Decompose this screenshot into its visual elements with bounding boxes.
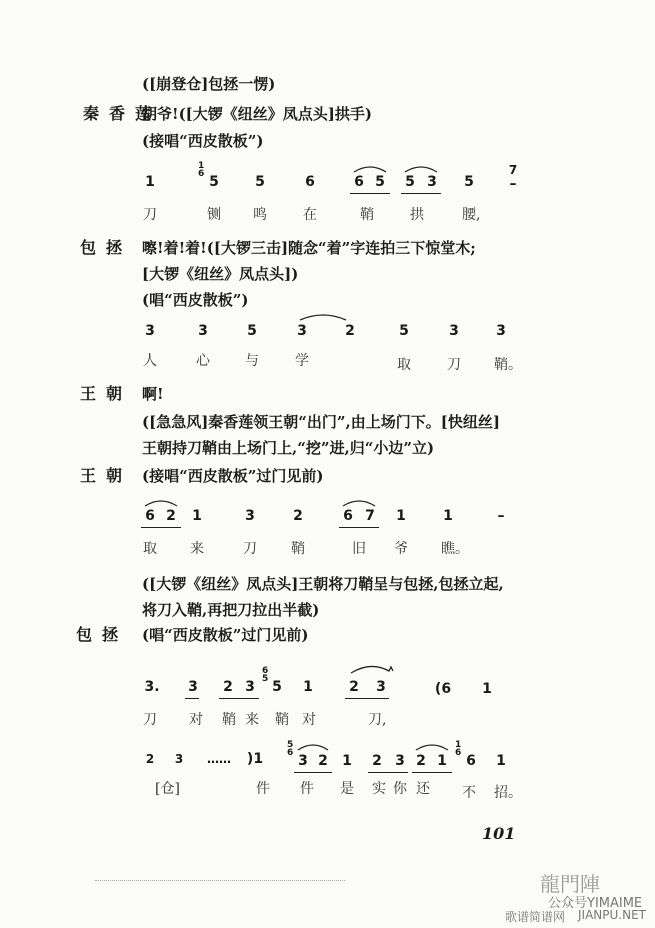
ellipsis: …… bbox=[207, 752, 231, 766]
percussion-bracket: [仓] bbox=[155, 781, 180, 797]
lyric: 对 bbox=[302, 712, 316, 728]
note: 2 bbox=[345, 323, 355, 339]
note: 2 bbox=[349, 679, 359, 695]
note: 1 bbox=[482, 681, 492, 697]
lyric: 招。 bbox=[494, 785, 522, 801]
slur bbox=[352, 162, 388, 174]
grace-note: 1 6 bbox=[455, 740, 462, 758]
role-bao-zheng-2: 包拯 bbox=[76, 625, 129, 644]
lyric: 与 bbox=[245, 353, 259, 369]
dash: – bbox=[509, 176, 517, 192]
lyric: 刀 bbox=[447, 357, 461, 373]
stage-direction-2: (接唱“西皮散板”) bbox=[142, 132, 264, 150]
slur bbox=[414, 740, 450, 752]
note: 1 bbox=[496, 753, 506, 769]
lyric: 腰, bbox=[462, 207, 481, 223]
underline bbox=[294, 772, 332, 773]
lyric: 取 bbox=[397, 357, 411, 373]
lyric: 鞘 bbox=[222, 712, 236, 728]
slur bbox=[349, 661, 393, 675]
role-bao-zheng: 包拯 bbox=[80, 238, 133, 257]
underline bbox=[339, 527, 379, 528]
note: 5 bbox=[255, 174, 265, 190]
note: 7 bbox=[365, 508, 375, 524]
stage-direction-6: 王朝持刀鞘由上场门上,“挖”进,归“小边”立) bbox=[142, 439, 435, 457]
note: 1 bbox=[443, 508, 453, 524]
lyric: 是 bbox=[340, 781, 354, 797]
lyric: 你 bbox=[393, 781, 407, 797]
lyric: 鞘 bbox=[360, 207, 374, 223]
note: 3 bbox=[188, 679, 198, 695]
underline bbox=[141, 527, 181, 528]
watermark-logo: 龍門陣 bbox=[540, 872, 600, 896]
note: 3 bbox=[245, 508, 255, 524]
note: 3 bbox=[298, 753, 308, 769]
lyric: 人 bbox=[143, 353, 157, 369]
note: 2 bbox=[145, 752, 155, 766]
note: 7 bbox=[508, 163, 518, 177]
note: 1 bbox=[342, 753, 352, 769]
note: 1 bbox=[145, 174, 155, 190]
note: 5 bbox=[272, 679, 282, 695]
slur bbox=[143, 496, 179, 508]
watermark-account: 公众号YIMAIME bbox=[548, 896, 643, 911]
lyric: 鞘 bbox=[291, 541, 305, 557]
lyric: 件 bbox=[256, 781, 270, 797]
lyric: 拱 bbox=[410, 207, 424, 223]
dialogue-wang-1: 啊! bbox=[142, 385, 164, 403]
role-wang-chao-2: 王朝 bbox=[80, 466, 133, 485]
note: 6 bbox=[466, 753, 476, 769]
lyric: 在 bbox=[303, 207, 317, 223]
underline bbox=[350, 193, 390, 194]
note: 6 bbox=[145, 508, 155, 524]
slur bbox=[341, 496, 377, 508]
dialogue-qin-1: 胡爷!([大锣《纽丝》凤点头]拱手) bbox=[142, 105, 372, 123]
lyric: 刀 bbox=[143, 712, 157, 728]
underline bbox=[219, 698, 259, 699]
lyric: 还 bbox=[416, 781, 430, 797]
note: )1 bbox=[246, 751, 264, 767]
stage-direction-1: ([崩登仓]包拯一愣) bbox=[142, 75, 276, 93]
lyric: 鞘 bbox=[275, 712, 289, 728]
note: 1 bbox=[396, 508, 406, 524]
underline bbox=[412, 772, 452, 773]
note: 3 bbox=[297, 323, 307, 339]
note: 3 bbox=[449, 323, 459, 339]
stage-direction-3: [大锣《纽丝》凤点头]) bbox=[142, 265, 299, 283]
underline bbox=[368, 772, 408, 773]
lyric: 鞘。 bbox=[494, 357, 522, 373]
stage-direction-9: 将刀入鞘,再把刀拉出半截) bbox=[142, 601, 320, 619]
lyric: 实 bbox=[372, 781, 386, 797]
note: 3 bbox=[395, 753, 405, 769]
grace-note: 6 5 bbox=[262, 666, 269, 684]
stage-direction-10: (唱“西皮散板”过门见前) bbox=[142, 626, 309, 644]
note: 1 bbox=[303, 679, 313, 695]
lyric: 鸣 bbox=[253, 207, 267, 223]
note: 3 bbox=[427, 174, 437, 190]
note: 2 bbox=[372, 753, 382, 769]
lyric: 旧 bbox=[352, 541, 366, 557]
underline bbox=[401, 193, 441, 194]
slur bbox=[403, 162, 439, 174]
grace-note: 5 6 bbox=[287, 740, 294, 758]
lyric: 取 bbox=[143, 541, 157, 557]
note: 1 bbox=[437, 753, 447, 769]
note: 2 bbox=[223, 679, 233, 695]
lyric: 心 bbox=[196, 353, 210, 369]
note: 6 bbox=[354, 174, 364, 190]
note: (6 bbox=[434, 681, 452, 697]
lyric: 刀, bbox=[368, 712, 387, 728]
note: 6 bbox=[343, 508, 353, 524]
lyric: 刀 bbox=[143, 207, 157, 223]
underline bbox=[345, 698, 389, 699]
note: 5 bbox=[247, 323, 257, 339]
watermark-site-2: JIANPU.NET bbox=[578, 908, 646, 922]
note: 1 bbox=[192, 508, 202, 524]
note: 3 bbox=[496, 323, 506, 339]
stage-direction-7: (接唱“西皮散板”过门见前) bbox=[142, 467, 324, 485]
lyric: 不 bbox=[462, 785, 476, 801]
slur bbox=[298, 310, 348, 322]
note: 5 bbox=[464, 174, 474, 190]
underline bbox=[185, 698, 199, 699]
note: 3. bbox=[144, 679, 160, 695]
role-qin-xianglian: 秦香莲 bbox=[83, 104, 162, 123]
stage-direction-5: ([急急风]秦香莲领王朝“出门”,由上场门下。[快纽丝] bbox=[142, 413, 500, 431]
lyric: 刀 bbox=[243, 541, 257, 557]
stage-direction-8: ([大锣《纽丝》凤点头]王朝将刀鞘呈与包拯,包拯立起, bbox=[142, 575, 504, 593]
watermark-site: 歌谱简谱网 bbox=[505, 910, 566, 924]
note: 3 bbox=[174, 752, 184, 766]
note: 5 bbox=[405, 174, 415, 190]
note: 2 bbox=[416, 753, 426, 769]
note: 5 bbox=[399, 323, 409, 339]
lyric: 来 bbox=[245, 712, 259, 728]
note: 3 bbox=[376, 679, 386, 695]
lyric: 对 bbox=[189, 712, 203, 728]
grace-note: 1 6 bbox=[198, 161, 205, 179]
note: 6 bbox=[305, 174, 315, 190]
note: 3 bbox=[198, 323, 208, 339]
note: 2 bbox=[318, 753, 328, 769]
dash: – bbox=[497, 508, 505, 524]
note: 2 bbox=[293, 508, 303, 524]
note: 5 bbox=[375, 174, 385, 190]
lyric: 件 bbox=[300, 781, 314, 797]
lyric: 来 bbox=[190, 541, 204, 557]
lyric: 瞧。 bbox=[441, 541, 469, 557]
stage-direction-4: (唱“西皮散板”) bbox=[142, 291, 249, 309]
lyric: 学 bbox=[295, 353, 309, 369]
note: 2 bbox=[166, 508, 176, 524]
note: 5 bbox=[209, 174, 219, 190]
scan-noise bbox=[95, 880, 345, 881]
lyric: 铡 bbox=[207, 207, 221, 223]
lyric: 爷 bbox=[394, 541, 408, 557]
dialogue-bao-1: 嚓!着!着!([大锣三击]随念“着”字连拍三下惊堂木; bbox=[142, 239, 476, 257]
role-wang-chao: 王朝 bbox=[80, 384, 133, 403]
slur bbox=[296, 740, 330, 752]
note: 3 bbox=[245, 679, 255, 695]
page-number: 101 bbox=[482, 824, 516, 843]
note: 3 bbox=[145, 323, 155, 339]
